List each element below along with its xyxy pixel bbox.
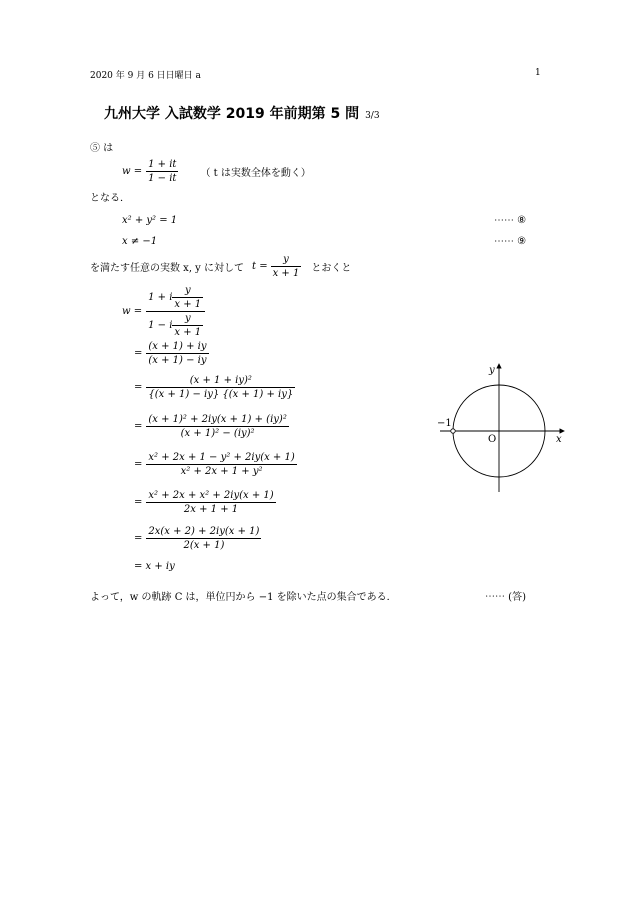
substitution-lead: を満たす任意の実数 x, y に対して: [90, 263, 245, 274]
nested-fraction: [146, 284, 205, 339]
neg-one-label: −1: [437, 418, 452, 429]
derivation-w-label: w =: [122, 306, 143, 317]
step-fraction: $\frac{\text{x² + 2x + x² + 2iy(x + 1)}}{2x + 1 + 1}$: [148, 490, 274, 515]
condition-tag-9: ⋯⋯ ⑨: [494, 236, 527, 247]
condition-circle: x² + y² = 1: [122, 215, 178, 226]
step-fraction: $\frac{\text{(x + 1 + iy)²}}{\{(x + 1) - iy\} \{(x + 1) + iy\}}$: [148, 375, 294, 400]
w-label: w =: [122, 166, 143, 177]
t-fraction-den: x + 1: [272, 268, 300, 279]
w-note: （ t は実数全体を動く）: [200, 168, 311, 179]
title-part: 3/3: [365, 111, 380, 121]
t-fraction: [271, 253, 302, 280]
step-fraction: $\frac{2x(x + 2) + 2iy(x + 1)}{2(x + 1)}$: [148, 526, 260, 551]
x-axis-label: x: [556, 434, 562, 445]
intro-ref: ⑤ は: [90, 143, 114, 154]
page-title: [104, 103, 380, 123]
nested-fraction-num: 1 + i $\frac{y}{x + 1}$: [146, 284, 205, 312]
derivation-step-4: = $\frac{\text{x² + 2x + 1 − y² + 2iy(x + 1)}}{\text{x² + 2x + 1 + y²}}$: [134, 452, 295, 477]
header-date: 2020 年 9 月 6 日日曜日 a: [90, 71, 201, 81]
unit-circle-graph: [428, 358, 570, 498]
w-fraction-den: 1 − it: [148, 173, 177, 184]
derivation-step-0: [122, 284, 205, 339]
title-main: 九州大学 入試数学 2019 年前期第 5 問: [104, 106, 360, 122]
y-axis-label: y: [489, 365, 495, 376]
t-fraction-num: y: [271, 253, 302, 267]
step-fraction: $\frac{\text{x² + 2x + 1 − y² + 2iy(x + 1)}}{\text{x² + 2x + 1 + y²}}$: [148, 452, 295, 477]
conclusion-text: よって，w の軌跡 C は，単位円から −1 を除いた点の集合である．: [90, 592, 397, 603]
excluded-point: [451, 429, 455, 433]
w-fraction: [146, 158, 178, 185]
condition-tag-8: ⋯⋯ ⑧: [494, 215, 527, 226]
step-fraction: $\frac{(x + 1) + iy}{(x + 1) - iy}$: [148, 341, 207, 366]
derivation-step-2: = $\frac{\text{(x + 1 + iy)²}}{\{(x + 1) - iy\} \{(x + 1) + iy\}}$: [134, 375, 294, 400]
step-fraction: $\frac{\text{(x + 1)² + 2iy(x + 1) + (iy)²}}{\text{(x + 1)² − (iy)²}}$: [148, 414, 287, 439]
origin-label: O: [488, 434, 497, 445]
nested-fraction-den: 1 − i $\frac{y}{x + 1}$: [148, 313, 202, 338]
substitution-tail: とおくと: [311, 263, 352, 274]
derivation-step-5: = $\frac{\text{x² + 2x + x² + 2iy(x + 1)}}{2x + 1 + 1}$: [134, 490, 274, 515]
derivation-step-1: = $\frac{(x + 1) + iy}{(x + 1) - iy}$: [134, 341, 207, 366]
derivation-step-3: = $\frac{\text{(x + 1)² + 2iy(x + 1) + (iy)²}}{\text{(x + 1)² − (iy)²}}$: [134, 414, 287, 439]
w-fraction-num: 1 + it: [148, 159, 177, 170]
substitution-line: [90, 253, 351, 280]
naru-text: となる．: [90, 193, 130, 204]
answer-tag: ⋯⋯ (答): [485, 592, 526, 603]
w-definition: [122, 158, 311, 185]
condition-exclusion: x ≠ −1: [122, 236, 158, 247]
derivation-final: = x + iy: [134, 561, 175, 572]
page-number: 1: [535, 68, 541, 78]
t-label: t =: [252, 261, 268, 272]
derivation-step-6: = $\frac{2x(x + 2) + 2iy(x + 1)}{2(x + 1)}$: [134, 526, 260, 551]
